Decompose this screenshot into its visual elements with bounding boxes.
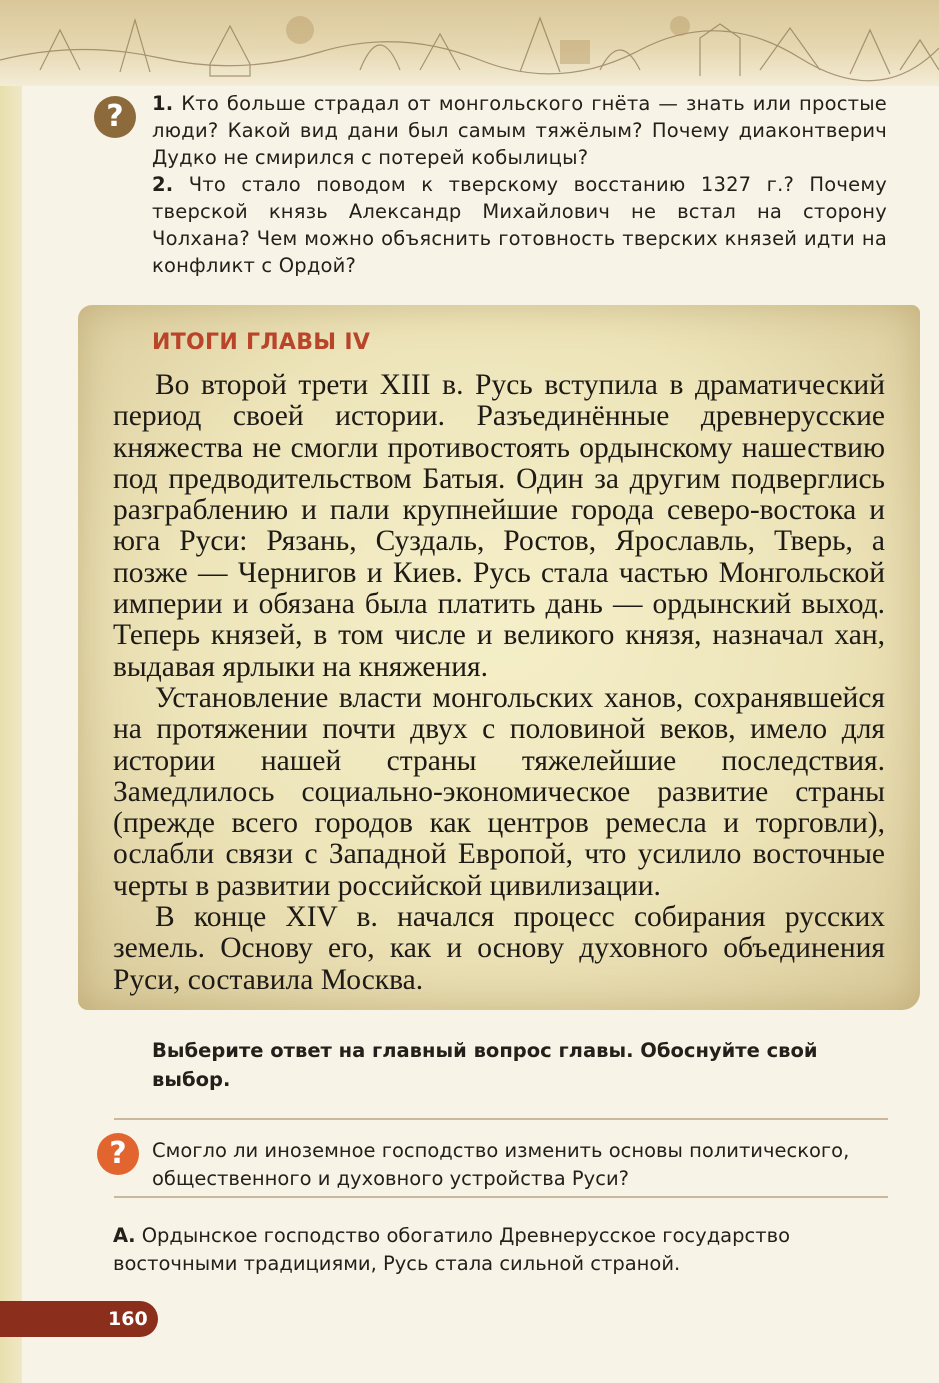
summary-paragraph-2: Установление власти монгольских ханов, сохранявшейся на протяжении почти двух с половиной веков, имело для истории нашей страны тяжелейшие последствия. Замедлилось социально-экономическое развитие страны (прежде всего городов как центров ремесла и торговли), ослабли связи с Западной Европой, что усилило восточные черты в развитии российской цивилизации. [113, 681, 885, 902]
main-question: Смогло ли иноземное господство изменить основы политического, общественного и духовного устройства Руси? [152, 1139, 850, 1190]
review-questions [152, 90, 887, 279]
summary-paragraph-3: В конце XIV в. начался процесс собирания русских земель. Основу его, как и основу духовного объединения Руси, составила Москва. [113, 901, 885, 996]
question-1-number: 1. [152, 92, 174, 115]
answer-option-a [113, 1222, 888, 1278]
summary-paragraph-1: Во второй трети XIII в. Русь вступила в драматический период своей истории. Разъединённые древнерусские княжества не смогли противостоять ордынскому нашествию под предводительством Батыя. Один за другим подверглись разграблению и пали крупнейшие города северо-востока и юга Руси: Рязань, Суздаль, Ростов, Ярославль, Тверь, а позже — Чернигов и Киев. Русь стала частью Монгольской империи и обязана была платить дань — ордынский выход. Теперь князей, в том числе и великого князя, назначал хан, выдавая ярлыки на княжения. [113, 369, 885, 683]
task-instruction: Выберите ответ на главный вопрос главы. Обоснуйте свой выбор. [152, 1039, 818, 1091]
answer-text: Ордынское господство обогатило Древнерусское государство восточными традициями, Русь стала сильной страной. [113, 1224, 791, 1275]
question-2-number: 2. [152, 173, 174, 196]
question-1-text: Кто больше страдал от монгольского гнёта — знать или простые люди? Какой вид дани был самым тяжёлым? Почему диаконтверич Дудко не смирился с потерей кобылицы? [152, 92, 887, 169]
divider [114, 1118, 888, 1120]
summary-text [113, 370, 885, 996]
main-question-icon: ? [97, 1133, 139, 1175]
page-number: 160 [108, 1308, 148, 1330]
question-icon: ? [94, 96, 136, 138]
divider [114, 1196, 888, 1198]
question-2-text: Что стало поводом к тверскому восстанию 1327 г.? Почему тверской князь Александр Михайлович не встал на сторону Чолхана? Чем можно объяснить готовность тверских князей идти на конфликт с Ордой? [152, 173, 887, 277]
question-1 [152, 90, 887, 171]
decorative-banner [0, 0, 939, 86]
answer-letter: А. [113, 1224, 136, 1247]
question-2 [152, 171, 887, 279]
engraving-illustration [0, 0, 939, 86]
margin-strip [0, 86, 22, 1383]
summary-heading: ИТОГИ ГЛАВЫ IV [152, 330, 371, 355]
